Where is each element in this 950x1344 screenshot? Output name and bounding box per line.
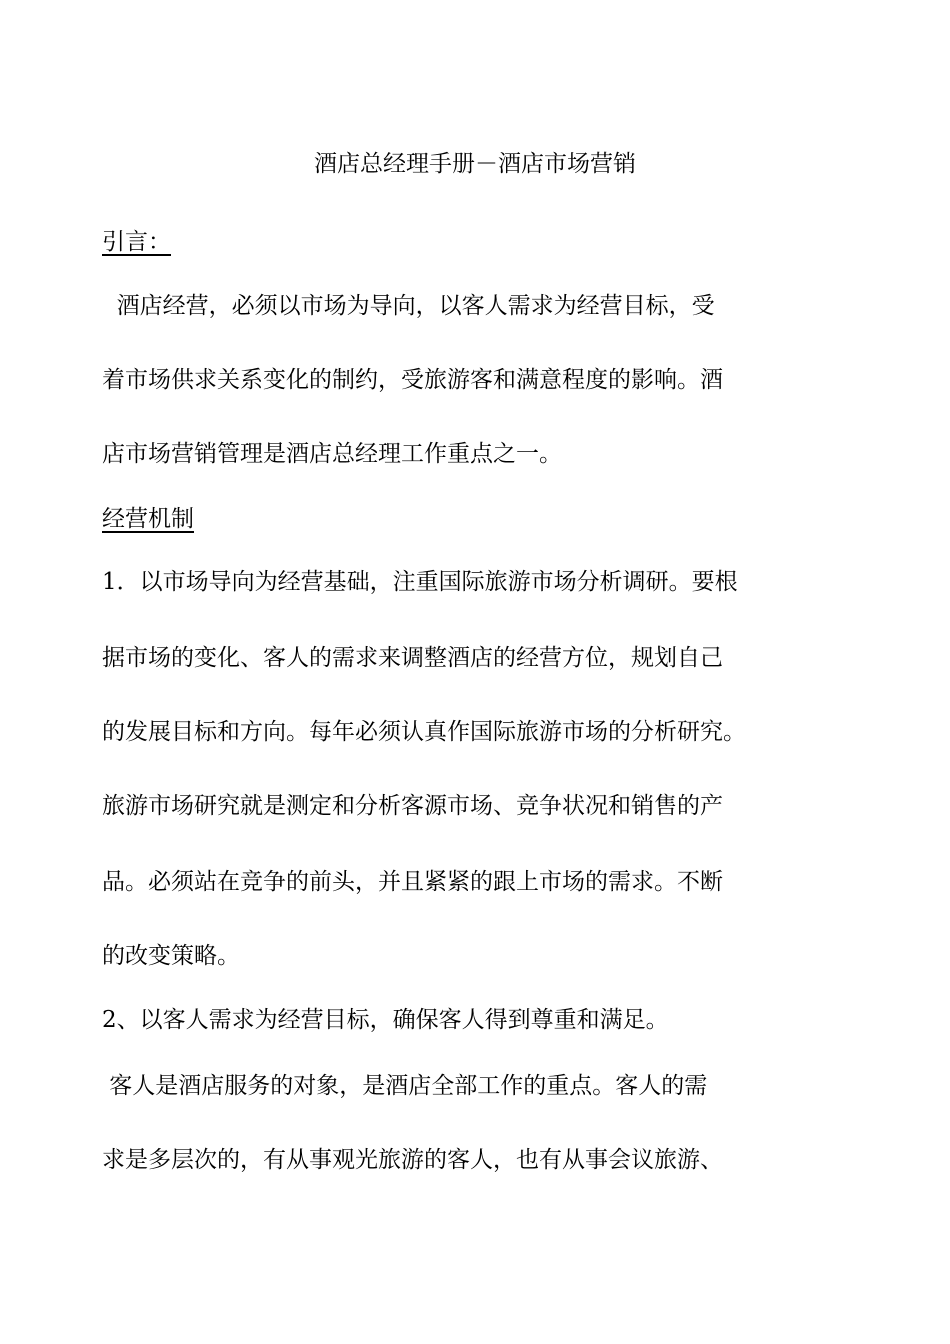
section-paragraph-line: 的发展目标和方向。每年必须认真作国际旅游市场的分析研究。 bbox=[102, 719, 746, 745]
section-paragraph-line: 旅游市场研究就是测定和分析客源市场、竞争状况和销售的产 bbox=[102, 793, 723, 819]
section-paragraph-line: 的改变策略。 bbox=[102, 943, 240, 969]
intro-paragraph-line: 店市场营销管理是酒店总经理工作重点之一。 bbox=[102, 441, 562, 467]
intro-paragraph-line: 着市场供求关系变化的制约，受旅游客和满意程度的影响。酒 bbox=[102, 367, 723, 393]
section-paragraph-line: 求是多层次的，有从事观光旅游的客人，也有从事会议旅游、 bbox=[102, 1147, 723, 1173]
section-paragraph-line: 1．以市场导向为经营基础，注重国际旅游市场分析调研。要根 bbox=[102, 569, 738, 595]
section-paragraph-line: 据市场的变化、客人的需求来调整酒店的经营方位，规划自己 bbox=[102, 645, 723, 671]
intro-paragraph-line: 酒店经营，必须以市场为导向，以客人需求为经营目标，受 bbox=[102, 293, 715, 319]
section-paragraph-line: 客人是酒店服务的对象，是酒店全部工作的重点。客人的需 bbox=[102, 1073, 708, 1099]
section-paragraph-line: 2、以客人需求为经营目标，确保客人得到尊重和满足。 bbox=[102, 1007, 669, 1033]
document-title: 酒店总经理手册－酒店市场营销 bbox=[314, 151, 636, 177]
intro-heading: 引言： bbox=[102, 229, 171, 255]
section-paragraph-line: 品。必须站在竞争的前头，并且紧紧的跟上市场的需求。不断 bbox=[102, 869, 723, 895]
section-heading: 经营机制 bbox=[102, 506, 194, 532]
